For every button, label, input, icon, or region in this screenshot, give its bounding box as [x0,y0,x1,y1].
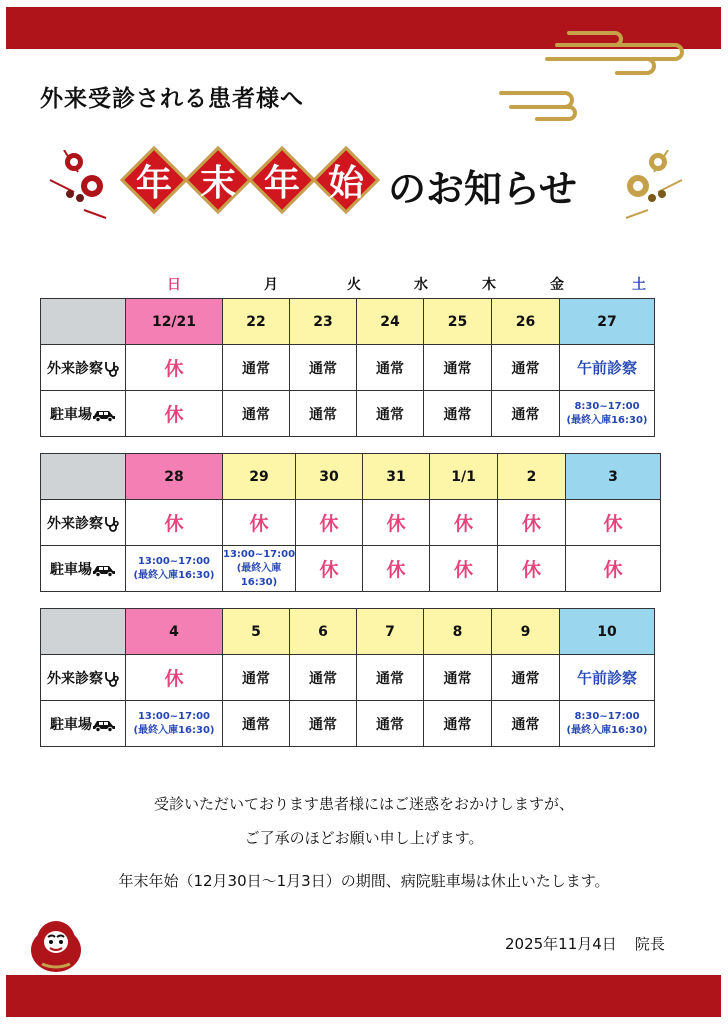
status-text: 通常 [443,670,472,687]
parking-status-cell [290,391,357,437]
status-text: 休 [319,559,339,581]
status-text: 休 [164,513,184,535]
hours-text: 8:30~17:00 [574,400,640,412]
bottom-band [6,975,721,1017]
outpatient-status-cell [357,345,424,391]
title-diamond-4: 始 [312,146,380,214]
status-text: 休 [603,513,623,535]
parking-status-cell [424,701,492,747]
outpatient-label-text: 外来診察 [47,360,103,377]
outpatient-row-label [41,345,126,391]
weekday-fri: 金 [550,277,564,293]
parking-row [41,701,655,747]
status-text: 通常 [376,360,404,377]
parking-status-cell [363,546,430,592]
status-text: 通常 [511,406,540,423]
outpatient-status-cell [430,500,498,546]
stethoscope-icon [103,516,119,532]
signature [505,933,665,954]
schedule-table-week-2 [40,453,661,592]
parking-status-cell [566,546,661,592]
date-cell: 29 [223,454,296,500]
status-text: 休 [319,513,339,535]
status-text: 午前診察 [576,669,637,687]
signature-date: 2025年11月4日 [505,935,617,953]
stethoscope-icon [103,361,119,377]
outpatient-status-cell [223,655,290,701]
outpatient-label-text: 外来診察 [47,515,103,532]
outpatient-row-label [41,500,126,546]
parking-status-cell [492,391,560,437]
parking-status-cell [560,391,655,437]
parking-status-cell [357,701,424,747]
date-cell: 6 [290,609,357,655]
hours-text: 13:00~17:00 [137,710,211,722]
status-text: 通常 [242,716,270,733]
status-text: 通常 [376,670,404,687]
status-text: 通常 [242,360,270,377]
message-request: ご了承のほどお願い申し上げます。 [244,829,484,847]
status-text: 休 [603,559,623,581]
outpatient-status-cell [363,500,430,546]
date-row [41,454,661,500]
message-apology: 受診いただいております患者様にはご迷惑をおかけしますが、 [153,795,574,813]
status-text: 休 [164,668,184,690]
weekday-sat: 土 [632,277,646,293]
status-text: 通常 [511,716,540,733]
status-text: 通常 [443,716,472,733]
car-icon [92,718,116,732]
status-text: 休 [454,513,474,535]
plum-blossom-right-ornament [608,150,688,220]
status-text: 通常 [309,360,337,377]
status-text: 午前診察 [576,359,637,377]
parking-status-cell [290,701,357,747]
date-cell: 9 [492,609,560,655]
date-cell: 25 [424,299,492,345]
date-cell: 30 [296,454,363,500]
parking-status-cell [223,391,290,437]
date-cell: 31 [363,454,430,500]
outpatient-status-cell [126,500,223,546]
parking-status-cell [223,546,296,592]
parking-label-text: 駐車場 [50,406,92,423]
last-entry-text: (最終入庫16:30) [133,569,215,581]
date-cell: 12/21 [126,299,223,345]
outpatient-row [41,655,655,701]
message-parking-closure: 年末年始（12月30日～1月3日）の期間、病院駐車場は休止いたします。 [118,872,610,890]
gold-cloud-ornament [497,25,687,125]
hours-text: 13:00~17:00 [223,548,296,560]
date-cell: 23 [290,299,357,345]
status-text: 通常 [309,406,337,423]
date-cell: 3 [566,454,661,500]
date-cell: 22 [223,299,290,345]
date-row [41,299,655,345]
weekday-mon: 月 [264,277,278,293]
stethoscope-icon [103,671,119,687]
title-diamond-1: 年 [120,146,188,214]
status-text: 休 [454,559,474,581]
outpatient-status-cell [290,655,357,701]
status-text: 休 [386,513,406,535]
title-diamond-3: 年 [248,146,316,214]
date-cell: 28 [126,454,223,500]
parking-label-text: 駐車場 [50,716,92,733]
weekday-tue: 火 [347,277,361,293]
status-text: 休 [522,559,542,581]
outpatient-status-cell [424,345,492,391]
parking-status-cell [126,546,223,592]
table-corner [41,299,126,345]
status-text: 休 [386,559,406,581]
schedule-table-week-1 [40,298,655,437]
weekday-header [0,274,728,294]
parking-status-cell [424,391,492,437]
signature-director: 院長 [634,935,665,953]
parking-status-cell [430,546,498,592]
status-text: 休 [164,404,184,426]
outpatient-label-text: 外来診察 [47,670,103,687]
status-text: 通常 [511,670,540,687]
parking-status-cell [357,391,424,437]
outpatient-status-cell [560,345,655,391]
outpatient-status-cell [223,500,296,546]
date-cell: 2 [498,454,566,500]
date-cell: 26 [492,299,560,345]
parking-status-cell [492,701,560,747]
outpatient-status-cell [424,655,492,701]
date-row [41,609,655,655]
parking-status-cell [126,391,223,437]
outpatient-status-cell [357,655,424,701]
outpatient-status-cell [223,345,290,391]
last-entry-text: (最終入庫16:30) [236,562,282,588]
status-text: 通常 [443,360,472,377]
status-text: 通常 [242,670,270,687]
title-suffix: のお知らせ [388,166,577,211]
outpatient-row [41,500,661,546]
parking-row-label [41,701,126,747]
date-cell: 1/1 [430,454,498,500]
last-entry-text: (最終入庫16:30) [133,724,215,736]
status-text: 通常 [376,716,404,733]
status-text: 休 [164,358,184,380]
last-entry-text: (最終入庫16:30) [566,414,648,426]
parking-status-cell [126,701,223,747]
date-cell: 7 [357,609,424,655]
status-text: 通常 [242,406,270,423]
status-text: 通常 [511,360,540,377]
parking-status-cell [498,546,566,592]
outpatient-status-cell [560,655,655,701]
date-cell: 4 [126,609,223,655]
status-text: 通常 [443,406,472,423]
outpatient-status-cell [126,655,223,701]
notice-recipient: 外来受診される患者様へ [40,86,304,112]
status-text: 通常 [309,716,337,733]
outpatient-status-cell [296,500,363,546]
parking-row-label [41,546,126,592]
outpatient-status-cell [290,345,357,391]
table-corner [41,454,126,500]
weekday-sun: 日 [167,277,181,293]
parking-row [41,546,661,592]
hours-text: 13:00~17:00 [137,555,211,567]
parking-status-cell [560,701,655,747]
car-icon [92,563,116,577]
date-cell: 8 [424,609,492,655]
outpatient-status-cell [492,345,560,391]
plum-blossom-left-ornament [44,150,124,220]
status-text: 通常 [376,406,404,423]
title-diamond-2: 末 [184,146,252,214]
parking-label-text: 駐車場 [50,561,92,578]
outpatient-row [41,345,655,391]
last-entry-text: (最終入庫16:30) [566,724,648,736]
table-corner [41,609,126,655]
parking-status-cell [296,546,363,592]
date-cell: 5 [223,609,290,655]
outpatient-status-cell [126,345,223,391]
outpatient-status-cell [492,655,560,701]
date-cell: 24 [357,299,424,345]
parking-row-label [41,391,126,437]
car-icon [92,408,116,422]
weekday-wed: 水 [414,277,428,293]
outpatient-status-cell [498,500,566,546]
outpatient-status-cell [566,500,661,546]
hours-text: 8:30~17:00 [574,710,640,722]
outpatient-row-label [41,655,126,701]
status-text: 通常 [309,670,337,687]
status-text: 休 [249,513,269,535]
date-cell: 27 [560,299,655,345]
date-cell: 10 [560,609,655,655]
page-title [120,140,640,220]
weekday-thu: 木 [482,277,496,293]
daruma-icon [28,918,84,974]
schedule-table-week-3 [40,608,655,747]
parking-row [41,391,655,437]
parking-status-cell [223,701,290,747]
status-text: 休 [522,513,542,535]
